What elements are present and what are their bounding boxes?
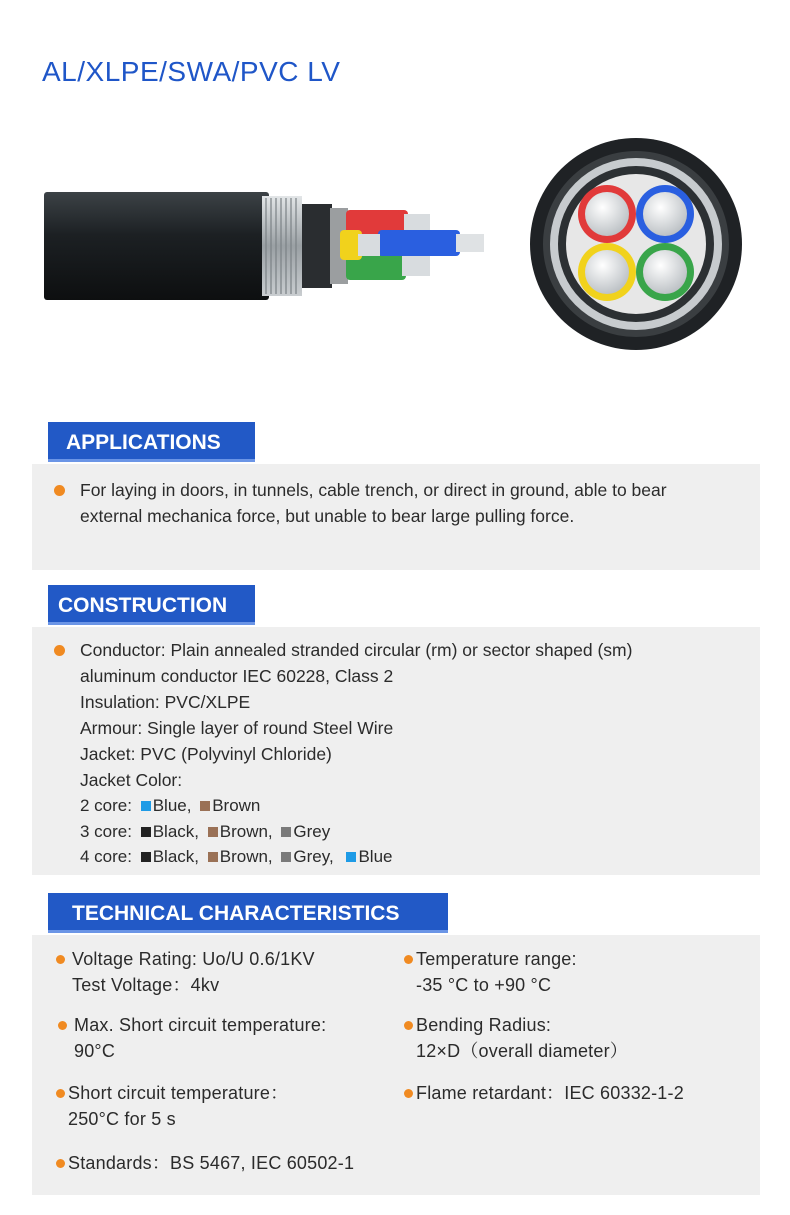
color-brown: Brown xyxy=(212,796,261,815)
bullet-icon xyxy=(404,1089,413,1098)
brown-swatch-icon xyxy=(208,852,218,862)
construction-line-2: aluminum conductor IEC 60228, Class 2 xyxy=(80,666,394,686)
max-short-circuit-value: 90°C xyxy=(74,1041,116,1061)
color-blue: Blue xyxy=(358,847,393,866)
color-brown: Brown, xyxy=(219,847,273,866)
construction-heading: CONSTRUCTION xyxy=(48,585,255,625)
temperature-range-value: -35 °C to +90 °C xyxy=(416,975,552,995)
core-4-label: 4 core: xyxy=(80,847,132,866)
jacket-color-3-core xyxy=(80,819,330,845)
bullet-icon xyxy=(54,485,65,496)
bullet-icon xyxy=(56,1159,65,1168)
blue-swatch-icon xyxy=(346,852,356,862)
construction-line-4: Armour: Single layer of round Steel Wire xyxy=(80,718,394,738)
short-circuit-value: 250°C for 5 s xyxy=(68,1109,176,1129)
technical-heading: TECHNICAL CHARACTERISTICS xyxy=(48,893,448,933)
page-title: AL/XLPE/SWA/PVC LV xyxy=(42,56,341,87)
brown-swatch-icon xyxy=(200,801,210,811)
cable-side-view xyxy=(44,192,484,300)
grey-swatch-icon xyxy=(281,827,291,837)
voltage-rating: Voltage Rating: Uo/U 0.6/1KV xyxy=(72,949,315,969)
core-3-label: 3 core: xyxy=(80,822,132,841)
construction-line-5: Jacket: PVC (Polyvinyl Chloride) xyxy=(80,744,332,764)
bullet-icon xyxy=(56,955,65,964)
blue-swatch-icon xyxy=(141,801,151,811)
bullet-icon xyxy=(404,955,413,964)
jacket-color-2-core xyxy=(80,793,260,819)
grey-swatch-icon xyxy=(281,852,291,862)
jacket-color-4-core xyxy=(80,844,392,870)
core-2-label: 2 core: xyxy=(80,796,132,815)
cable-cross-section xyxy=(530,138,742,350)
standards: Standards：BS 5467, IEC 60502-1 xyxy=(68,1153,355,1173)
applications-line-2: external mechanica force, but unable to bear large pulling force. xyxy=(80,506,575,526)
test-voltage: Test Voltage：4kv xyxy=(72,975,220,995)
color-black: Black, xyxy=(152,847,200,866)
bullet-icon xyxy=(54,645,65,656)
bullet-icon xyxy=(56,1089,65,1098)
color-brown: Brown, xyxy=(219,822,273,841)
bending-radius-label: Bending Radius: xyxy=(416,1015,552,1035)
bullet-icon xyxy=(404,1021,413,1030)
flame-retardant: Flame retardant：IEC 60332-1-2 xyxy=(416,1083,684,1103)
applications-line-1: For laying in doors, in tunnels, cable trench, or direct in ground, able to bear xyxy=(80,480,667,500)
temperature-range-label: Temperature range: xyxy=(416,949,577,969)
applications-heading: APPLICATIONS xyxy=(48,422,255,462)
black-swatch-icon xyxy=(141,852,151,862)
short-circuit-label: Short circuit temperature： xyxy=(68,1083,289,1103)
max-short-circuit-label: Max. Short circuit temperature: xyxy=(74,1015,327,1035)
black-swatch-icon xyxy=(141,827,151,837)
bullet-icon xyxy=(58,1021,67,1030)
construction-line-6: Jacket Color: xyxy=(80,770,183,790)
construction-line-3: Insulation: PVC/XLPE xyxy=(80,692,251,712)
cable-product-image xyxy=(0,130,790,380)
bending-radius-value: 12×D（overall diameter） xyxy=(416,1041,628,1061)
color-black: Black, xyxy=(152,822,200,841)
brown-swatch-icon xyxy=(208,827,218,837)
color-blue: Blue, xyxy=(152,796,192,815)
color-grey: Grey xyxy=(293,822,331,841)
construction-line-1: Conductor: Plain annealed stranded circular (rm) or sector shaped (sm) xyxy=(80,640,633,660)
color-grey: Grey, xyxy=(293,847,334,866)
